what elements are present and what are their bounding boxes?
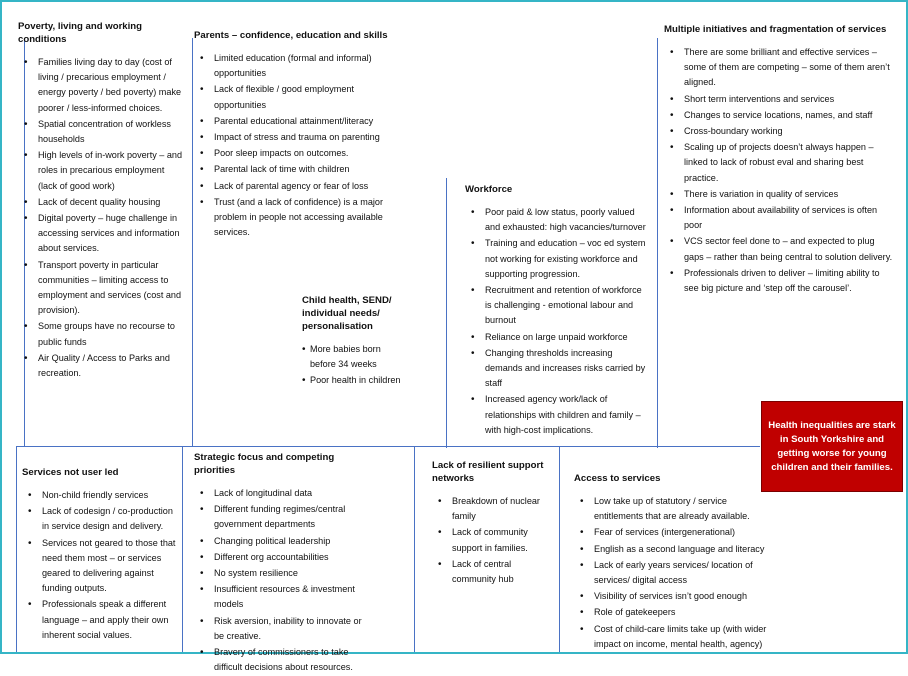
list-item: • Different org accountabilities xyxy=(194,550,370,565)
section-title: Lack of resilient support networks xyxy=(432,460,544,484)
list-item: • Parental educational attainment/literacy xyxy=(194,114,394,129)
item-list xyxy=(574,494,770,652)
list-item: • Breakdown of nuclear family xyxy=(432,494,552,524)
list-item: • Increased agency work/lack of relationships with children and family – with high-cost implications. xyxy=(465,392,647,438)
section-access xyxy=(574,472,770,653)
divider-line xyxy=(192,38,193,446)
list-item: • Poor sleep impacts on outcomes. xyxy=(194,146,394,161)
divider-line xyxy=(446,178,447,448)
list-item: • Lack of early years services/ location of services/ digital access xyxy=(574,558,770,588)
section-not-user-led xyxy=(22,466,178,644)
list-item: • Services not geared to those that need them most – or services geared to delivering against funding outputs. xyxy=(22,536,178,597)
section-parents xyxy=(194,29,394,241)
list-item: • Risk aversion, inability to innovate or be creative. xyxy=(194,614,370,644)
list-item: • More babies born before 34 weeks xyxy=(302,342,402,372)
divider-line xyxy=(182,446,183,652)
section-workforce xyxy=(465,183,647,439)
section-resilient-networks xyxy=(432,459,552,588)
divider-line xyxy=(657,38,658,448)
list-item: • Parental lack of time with children xyxy=(194,162,394,177)
list-item: • Lack of community support in families. xyxy=(432,525,552,555)
divider-line xyxy=(414,446,415,652)
list-item: • Lack of flexible / good employment opportunities xyxy=(194,82,394,112)
list-item: • Role of gatekeepers xyxy=(574,605,770,620)
list-item: • Cross-boundary working xyxy=(664,124,896,139)
list-item: • Insufficient resources & investment models xyxy=(194,582,370,612)
list-item: • Visibility of services isn’t good enough xyxy=(574,589,770,604)
item-list xyxy=(664,45,896,296)
list-item: • English as a second language and literacy xyxy=(574,542,770,557)
list-item: • Reliance on large unpaid workforce xyxy=(465,330,647,345)
list-item: • There are some brilliant and effective services – some of them are competing – some of them aren’t aligned. xyxy=(664,45,896,91)
list-item: • Non-child friendly services xyxy=(22,488,178,503)
divider-line xyxy=(559,446,560,652)
list-item: • Lack of longitudinal data xyxy=(194,486,370,501)
divider-line xyxy=(16,446,17,652)
list-item: • Lack of decent quality housing xyxy=(18,195,186,210)
list-item: • Recruitment and retention of workforce is challenging - emotional labour and burnout xyxy=(465,283,647,329)
list-item: • Professionals driven to deliver – limiting ability to see big picture and ‘step off the carousel’. xyxy=(664,266,896,296)
section-poverty xyxy=(18,20,186,382)
list-item: • Limited education (formal and informal) opportunities xyxy=(194,51,394,81)
list-item: • Some groups have no recourse to public funds xyxy=(18,319,186,349)
list-item: • Scaling up of projects doesn’t always happen – linked to lack of robust eval and sharing best practice. xyxy=(664,140,896,186)
section-strategic xyxy=(194,451,370,676)
list-item: • Air Quality / Access to Parks and recreation. xyxy=(18,351,186,381)
list-item: • Impact of stress and trauma on parenting xyxy=(194,130,394,145)
callout-box: Health inequalities are stark in South Yorkshire and getting worse for young children and their families. xyxy=(761,401,903,492)
item-list xyxy=(302,342,402,389)
list-item: • Poor paid & low status, poorly valued and exhausted: high vacancies/turnover xyxy=(465,205,647,235)
section-title: Multiple initiatives and fragmentation of services xyxy=(664,24,887,35)
item-list xyxy=(194,51,394,240)
list-item: • Transport poverty in particular communities – limiting access to employment and services (cost and provision). xyxy=(18,258,186,319)
list-item: • Changes to service locations, names, and staff xyxy=(664,108,896,123)
list-item: • Spatial concentration of workless households xyxy=(18,117,186,147)
item-list xyxy=(22,488,178,643)
list-item: • There is variation in quality of services xyxy=(664,187,896,202)
list-item: • Changing thresholds increasing demands and increases risks carried by staff xyxy=(465,346,647,392)
list-item: • Fear of services (intergenerational) xyxy=(574,525,770,540)
section-title: Poverty, living and working conditions xyxy=(18,21,143,45)
list-item: • Short term interventions and services xyxy=(664,92,896,107)
item-list xyxy=(432,494,552,587)
list-item: • Different funding regimes/central government departments xyxy=(194,502,370,532)
list-item: • No system resilience xyxy=(194,566,370,581)
divider-line xyxy=(16,446,760,447)
list-item: • Information about availability of services is often poor xyxy=(664,203,896,233)
list-item: • Digital poverty – huge challenge in accessing services and information about services. xyxy=(18,211,186,257)
list-item: • Families living day to day (cost of living / precarious employment / energy poverty / bed poverty) make poorer / less-informed choices. xyxy=(18,55,186,116)
item-list xyxy=(194,486,370,675)
list-item: • VCS sector feel done to – and expected to plug gaps – rather than being central to solution delivery. xyxy=(664,234,896,264)
list-item: • Poor health in children xyxy=(302,373,402,388)
section-title: Child health, SEND/ individual needs/ personalisation xyxy=(302,295,392,332)
list-item: • Professionals speak a different language – and apply their own inherent social values. xyxy=(22,597,178,643)
list-item: • Trust (and a lack of confidence) is a major problem in people not accessing available services. xyxy=(194,195,394,241)
item-list xyxy=(18,55,186,381)
list-item: • Cost of child-care limits take up (with wider impact on income, mental health, agency) xyxy=(574,622,770,652)
section-title: Access to services xyxy=(574,473,661,484)
list-item: • Changing political leadership xyxy=(194,534,370,549)
list-item: • Low take up of statutory / service entitlements that are already available. xyxy=(574,494,770,524)
section-title: Workforce xyxy=(465,184,513,195)
section-child-health xyxy=(302,294,402,390)
section-title: Strategic focus and competing priorities xyxy=(194,452,335,476)
section-title: Parents – confidence, education and skills xyxy=(194,30,388,41)
list-item: • Lack of central community hub xyxy=(432,557,552,587)
list-item: • Bravery of commissioners to take difficult decisions about resources. xyxy=(194,645,370,675)
item-list xyxy=(465,205,647,438)
section-initiatives xyxy=(664,23,896,297)
section-title: Services not user led xyxy=(22,467,119,478)
list-item: • Training and education – voc ed system not working for existing workforce and supporting progression. xyxy=(465,236,647,282)
list-item: • Lack of codesign / co-production in service design and delivery. xyxy=(22,504,178,534)
list-item: • Lack of parental agency or fear of loss xyxy=(194,179,394,194)
list-item: • High levels of in-work poverty – and roles in precarious employment (lack of good work) xyxy=(18,148,186,194)
